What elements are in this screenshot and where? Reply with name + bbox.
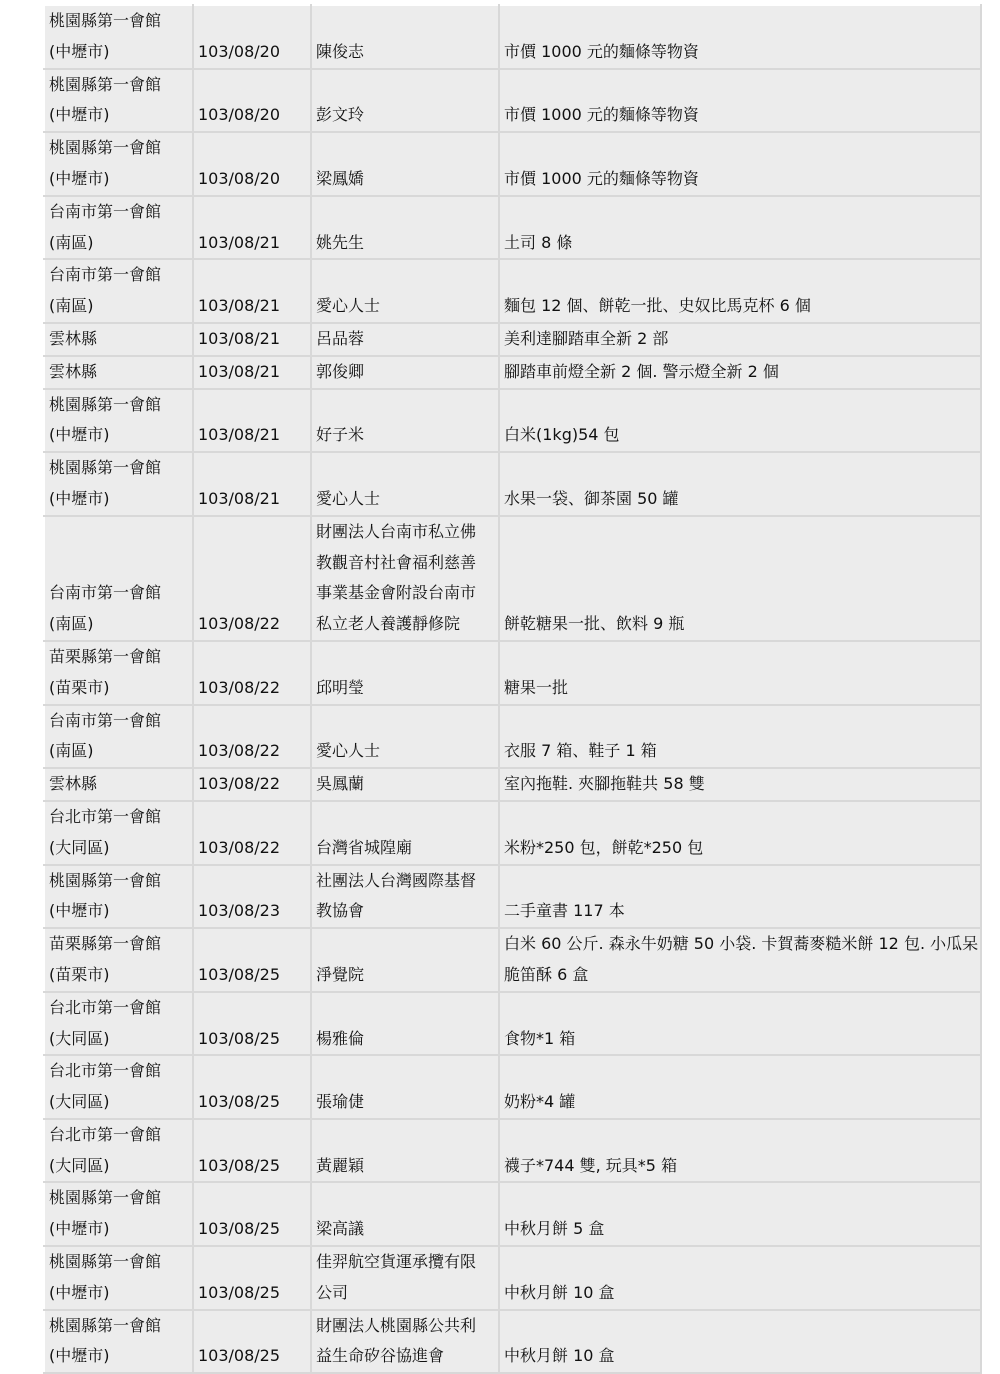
donor-cell (311, 356, 499, 389)
items-cell-line: 市價 1000 元的麵條等物資 (504, 168, 699, 188)
table-row (44, 389, 981, 453)
branch-cell (44, 356, 193, 389)
date-cell (193, 389, 311, 453)
donor-cell (311, 1310, 499, 1374)
items-cell-line: 室內拖鞋. 夾腳拖鞋共 58 雙 (504, 774, 705, 794)
date-cell (193, 1182, 311, 1246)
date-text: 103/08/21 (198, 296, 281, 316)
donor-cell-line: 郭俊卿 (316, 361, 365, 381)
branch-cell-line: 桃園縣第一會館 (49, 11, 162, 30)
branch-cell-line: 台南市第一會館 (49, 583, 162, 603)
items-cell-line: 二手童書 117 本 (504, 901, 625, 921)
branch-cell-line: 桃園縣第一會館 (49, 870, 162, 890)
date-cell (193, 356, 311, 389)
table-row (44, 705, 981, 769)
donation-table-body (44, 5, 981, 1373)
branch-cell (44, 259, 193, 323)
items-cell-line: 中秋月餅 5 盒 (504, 1219, 605, 1239)
donor-cell-line: 邱明瑩 (316, 677, 365, 697)
table-row (44, 452, 981, 516)
date-cell (193, 132, 311, 196)
branch-cell-line: 桃園縣第一會館 (49, 458, 162, 478)
date-text: 103/08/22 (198, 614, 281, 634)
date-cell (193, 516, 311, 641)
donor-cell (311, 928, 499, 992)
donor-cell-line: 淨覺院 (316, 964, 365, 984)
branch-cell-line: (南區) (49, 296, 94, 316)
table-row (44, 1182, 981, 1246)
branch-cell-line: 台北市第一會館 (49, 806, 162, 826)
items-cell (499, 356, 981, 389)
branch-cell-line: (中壢市) (49, 901, 110, 921)
branch-cell-line: (中壢市) (49, 1346, 110, 1366)
table-row (44, 928, 981, 992)
branch-cell (44, 705, 193, 769)
donor-cell-line: 佳羿航空貨運承攬有限 (316, 1252, 477, 1272)
items-cell (499, 132, 981, 196)
date-cell (193, 992, 311, 1056)
items-cell (499, 1246, 981, 1310)
date-text: 103/08/21 (198, 361, 281, 381)
branch-cell-line: (中壢市) (49, 425, 110, 445)
donor-cell-line: 事業基金會附設台南市 (316, 583, 477, 603)
table-row (44, 992, 981, 1056)
branch-cell-line: 雲林縣 (49, 328, 98, 348)
date-cell (193, 1055, 311, 1119)
date-text: 103/08/25 (198, 1092, 281, 1112)
items-cell-line: 食物*1 箱 (504, 1028, 576, 1048)
branch-cell-line: 桃園縣第一會館 (49, 74, 162, 94)
branch-cell-line: 雲林縣 (49, 774, 98, 794)
items-cell (499, 452, 981, 516)
branch-cell-line: 台北市第一會館 (49, 1124, 162, 1144)
items-cell-line: 麵包 12 個、餅乾一批、史奴比馬克杯 6 個 (504, 296, 811, 316)
items-cell (499, 516, 981, 641)
branch-cell-line: 桃園縣第一會館 (49, 1252, 162, 1272)
donor-cell-line: 社團法人台灣國際基督 (316, 870, 477, 890)
donor-cell (311, 705, 499, 769)
items-cell-line: 白米 60 公斤. 森永牛奶糖 50 小袋. 卡賀蕎麥糙米餅 12 包. 小瓜呆 (504, 934, 979, 954)
donor-cell-line: 公司 (316, 1282, 349, 1302)
donor-cell (311, 389, 499, 453)
items-cell (499, 196, 981, 260)
date-cell (193, 1246, 311, 1310)
items-cell (499, 1119, 981, 1183)
branch-cell-line: (苗栗市) (49, 677, 110, 697)
branch-cell (44, 5, 193, 69)
donor-cell-line: 黃麗穎 (316, 1155, 365, 1175)
donor-cell-line: 呂品蓉 (316, 328, 365, 348)
donor-cell (311, 196, 499, 260)
items-cell-line: 腳踏車前燈全新 2 個. 警示燈全新 2 個 (504, 361, 779, 381)
branch-cell-line: (大同區) (49, 1092, 110, 1112)
items-cell-line: 米粉*250 包，餅乾*250 包 (504, 837, 704, 857)
table-row (44, 323, 981, 356)
donor-cell-line: 愛心人士 (316, 741, 381, 761)
donor-cell (311, 452, 499, 516)
date-text: 103/08/25 (198, 1219, 281, 1239)
items-cell (499, 1182, 981, 1246)
items-cell-line: 中秋月餅 10 盒 (504, 1282, 615, 1302)
donor-cell (311, 516, 499, 641)
donation-table (43, 4, 982, 1374)
table-row (44, 801, 981, 865)
items-cell (499, 705, 981, 769)
branch-cell (44, 69, 193, 133)
items-cell-line: 糖果一批 (504, 677, 569, 697)
donor-cell (311, 801, 499, 865)
donor-cell-line: 私立老人養護靜修院 (316, 614, 461, 634)
branch-cell-line: 台南市第一會館 (49, 710, 162, 730)
donor-cell (311, 323, 499, 356)
branch-cell-line: 桃園縣第一會館 (49, 1188, 162, 1208)
items-cell (499, 389, 981, 453)
items-cell-line: 襪子*744 雙, 玩具*5 箱 (504, 1155, 678, 1175)
date-text: 103/08/25 (198, 1155, 281, 1175)
donation-table-wrapper (43, 4, 980, 1374)
donor-cell-line: 教協會 (316, 901, 365, 921)
date-cell (193, 5, 311, 69)
table-row (44, 356, 981, 389)
date-cell (193, 452, 311, 516)
table-row (44, 132, 981, 196)
branch-cell (44, 323, 193, 356)
date-cell (193, 801, 311, 865)
donor-cell (311, 768, 499, 801)
items-cell-line: 奶粉*4 罐 (504, 1092, 576, 1112)
branch-cell-line: (苗栗市) (49, 964, 110, 984)
date-text: 103/08/22 (198, 837, 281, 857)
donor-cell-line: 愛心人士 (316, 296, 381, 316)
table-row (44, 516, 981, 641)
date-text: 103/08/20 (198, 168, 281, 188)
items-cell (499, 641, 981, 705)
donor-cell (311, 1119, 499, 1183)
date-text: 103/08/20 (198, 105, 281, 125)
branch-cell-line: 台北市第一會館 (49, 1061, 162, 1081)
branch-cell-line: (中壢市) (49, 168, 110, 188)
branch-cell-line: (南區) (49, 741, 94, 761)
items-cell-line: 餅乾糖果一批、飲料 9 瓶 (504, 614, 685, 634)
branch-cell-line: 桃園縣第一會館 (49, 1315, 162, 1335)
date-text: 103/08/25 (198, 1282, 281, 1302)
donor-cell (311, 132, 499, 196)
date-text: 103/08/21 (198, 488, 281, 508)
branch-cell (44, 865, 193, 929)
branch-cell-line: (中壢市) (49, 105, 110, 125)
date-text: 103/08/23 (198, 901, 281, 921)
branch-cell (44, 1119, 193, 1183)
items-cell (499, 1310, 981, 1374)
table-row (44, 865, 981, 929)
donor-cell-line: 楊雅倫 (316, 1028, 365, 1048)
donor-cell (311, 641, 499, 705)
branch-cell-line: 苗栗縣第一會館 (49, 646, 162, 666)
date-text: 103/08/22 (198, 741, 281, 761)
donor-cell-line: 財團法人台南市私立佛 (316, 521, 477, 541)
table-row (44, 1310, 981, 1374)
donor-cell (311, 1055, 499, 1119)
branch-cell (44, 1055, 193, 1119)
branch-cell-line: 台北市第一會館 (49, 997, 162, 1017)
items-cell (499, 259, 981, 323)
donor-cell-line: 教觀音村社會福利慈善 (316, 552, 477, 572)
date-cell (193, 1310, 311, 1374)
table-row (44, 1246, 981, 1310)
items-cell-line: 衣服 7 箱、鞋子 1 箱 (504, 741, 657, 761)
date-text: 103/08/21 (198, 232, 281, 252)
items-cell-line: 市價 1000 元的麵條等物資 (504, 105, 699, 125)
donor-cell-line: 張瑜倢 (316, 1092, 365, 1112)
items-cell (499, 1055, 981, 1119)
branch-cell-line: 苗栗縣第一會館 (49, 934, 162, 954)
date-cell (193, 1119, 311, 1183)
branch-cell (44, 768, 193, 801)
date-cell (193, 768, 311, 801)
date-cell (193, 705, 311, 769)
donor-cell-line: 梁高議 (316, 1219, 365, 1239)
branch-cell (44, 641, 193, 705)
items-cell (499, 865, 981, 929)
date-text: 103/08/22 (198, 677, 281, 697)
table-row (44, 1119, 981, 1183)
date-cell (193, 69, 311, 133)
branch-cell (44, 801, 193, 865)
items-cell (499, 768, 981, 801)
items-cell-line: 脆笛酥 6 盒 (504, 964, 589, 984)
donor-cell (311, 69, 499, 133)
table-row (44, 69, 981, 133)
branch-cell-line: 雲林縣 (49, 361, 98, 381)
branch-cell-line: (大同區) (49, 837, 110, 857)
date-text: 103/08/25 (198, 1028, 281, 1048)
table-row (44, 641, 981, 705)
items-cell-line: 市價 1000 元的麵條等物資 (504, 41, 699, 61)
donor-cell-line: 梁鳳嬌 (316, 168, 365, 188)
donor-cell (311, 259, 499, 323)
date-text: 103/08/25 (198, 964, 281, 984)
donor-cell-line: 益生命矽谷協進會 (316, 1346, 445, 1366)
donor-cell-line: 台灣省城隍廟 (316, 837, 413, 857)
date-cell (193, 865, 311, 929)
branch-cell (44, 452, 193, 516)
donor-cell-line: 好子米 (316, 425, 365, 445)
date-text: 103/08/22 (198, 774, 281, 794)
donor-cell-line: 彭文玲 (316, 105, 365, 125)
items-cell-line: 中秋月餅 10 盒 (504, 1346, 615, 1366)
branch-cell-line: (中壢市) (49, 1282, 110, 1302)
branch-cell (44, 992, 193, 1056)
donor-cell (311, 992, 499, 1056)
branch-cell-line: (中壢市) (49, 41, 110, 61)
date-text: 103/08/21 (198, 425, 281, 445)
date-text: 103/08/25 (198, 1346, 281, 1366)
items-cell (499, 323, 981, 356)
branch-cell (44, 1246, 193, 1310)
branch-cell-line: (南區) (49, 614, 94, 634)
date-cell (193, 259, 311, 323)
table-row (44, 1055, 981, 1119)
branch-cell (44, 132, 193, 196)
donor-cell-line: 財團法人桃園縣公共利 (316, 1315, 477, 1335)
branch-cell-line: (中壢市) (49, 1219, 110, 1239)
branch-cell (44, 1182, 193, 1246)
branch-cell (44, 516, 193, 641)
table-row (44, 259, 981, 323)
date-text: 103/08/20 (198, 41, 281, 61)
donor-cell-line: 吳鳳蘭 (316, 774, 365, 794)
donor-cell (311, 865, 499, 929)
items-cell-line: 美利達腳踏車全新 2 部 (504, 328, 669, 348)
donor-cell-line: 陳俊志 (316, 41, 365, 61)
items-cell (499, 928, 981, 992)
table-row (44, 768, 981, 801)
items-cell (499, 801, 981, 865)
table-row (44, 196, 981, 260)
branch-cell (44, 196, 193, 260)
branch-cell (44, 389, 193, 453)
items-cell-line: 土司 8 條 (504, 232, 573, 252)
donor-cell-line: 愛心人士 (316, 488, 381, 508)
branch-cell-line: 台南市第一會館 (49, 265, 162, 285)
date-cell (193, 641, 311, 705)
items-cell (499, 992, 981, 1056)
donor-cell (311, 1246, 499, 1310)
donor-cell-line: 姚先生 (316, 232, 365, 252)
branch-cell-line: 桃園縣第一會館 (49, 394, 162, 414)
items-cell (499, 69, 981, 133)
branch-cell-line: (大同區) (49, 1155, 110, 1175)
branch-cell-line: (大同區) (49, 1028, 110, 1048)
date-cell (193, 928, 311, 992)
date-cell (193, 196, 311, 260)
branch-cell-line: (中壢市) (49, 488, 110, 508)
items-cell-line: 水果一袋、御茶園 50 罐 (504, 488, 679, 508)
table-row (44, 5, 981, 69)
items-cell-line: 白米(1kg)54 包 (504, 425, 620, 445)
date-cell (193, 323, 311, 356)
branch-cell (44, 928, 193, 992)
branch-cell-line: 桃園縣第一會館 (49, 138, 162, 158)
date-text: 103/08/21 (198, 328, 281, 348)
donor-cell (311, 1182, 499, 1246)
branch-cell-line: 台南市第一會館 (49, 201, 162, 221)
donor-cell (311, 5, 499, 69)
items-cell (499, 5, 981, 69)
branch-cell-line: (南區) (49, 232, 94, 252)
branch-cell (44, 1310, 193, 1374)
